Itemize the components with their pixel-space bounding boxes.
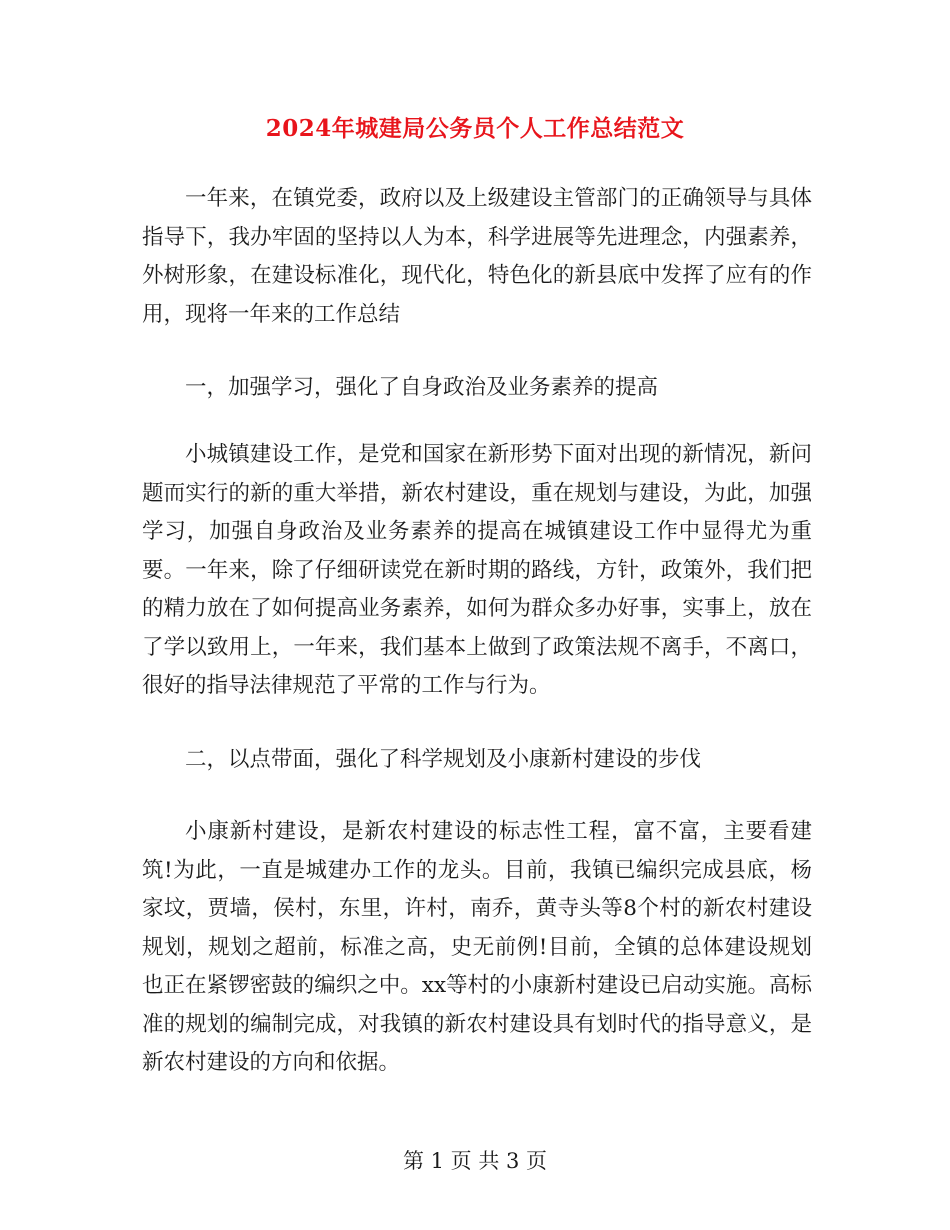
paragraph-intro: 一年来，在镇党委，政府以及上级建设主管部门的正确领导与具体指导下，我办牢固的坚持以人为本，科学进展等先进理念，内强素养，外树形象，在建设标准化，现代化，特色化的新县底中发挥了应有的作用，现将一年来的工作总结 bbox=[142, 186, 812, 327]
page-number-footer: 第 1 页 共 3 页 bbox=[402, 1149, 548, 1173]
section-heading-2: 二，以点带面，强化了科学规划及小康新村建设的步伐 bbox=[185, 747, 702, 772]
paragraph-section-2: 小康新村建设，是新农村建设的标志性工程，富不富，主要看建筑!为此，一直是城建办工作的龙头。目前，我镇已编织完成县底，杨家坟，贾墙，侯村，东里，许村，南乔，黄寺头等8个村的新农村建设规划，规划之超前，标准之高，史无前例!目前，全镇的总体建设规划也正在紧锣密鼓的编织之中。xx等村的小康新村建设已启动实施。高标准的规划的编制完成，对我镇的新农村建设具有划时代的指导意义，是新农村建设的方向和依据。 bbox=[142, 819, 812, 1075]
paragraph-section-1: 小城镇建设工作，是党和国家在新形势下面对出现的新情况，新问题而实行的新的重大举措，新农村建设，重在规划与建设，为此，加强学习，加强自身政治及业务素养的提高在城镇建设工作中显得尤为重要。一年来，除了仔细研读党在新时期的路线，方针，政策外，我们把的精力放在了如何提高业务素养，如何为群众多办好事，实事上，放在了学以致用上，一年来，我们基本上做到了政策法规不离手，不离口，很好的指导法律规范了平常的工作与行为。 bbox=[142, 442, 812, 698]
document-title: 2024年城建局公务员个人工作总结范文 bbox=[265, 115, 685, 142]
section-heading-1: 一，加强学习，强化了自身政治及业务素养的提高 bbox=[185, 375, 659, 400]
